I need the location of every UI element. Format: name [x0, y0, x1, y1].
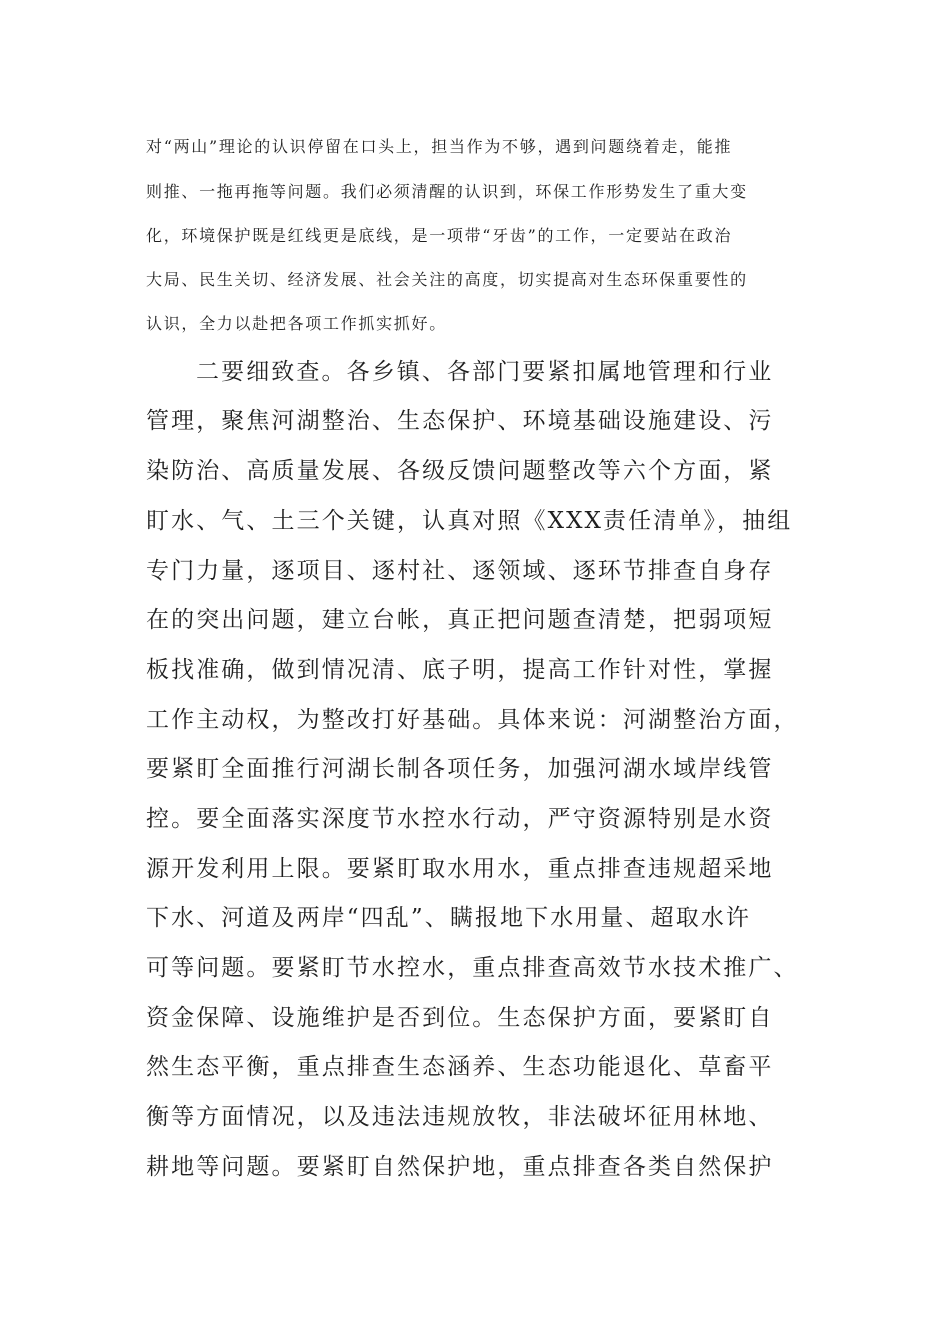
text-line: 板找准确，做到情况清、底子明，提高工作针对性，掌握 — [146, 657, 774, 683]
text-line: 认识，全力以赴把各项工作抓实抓好。 — [146, 314, 447, 333]
text-line: 染防治、高质量发展、各级反馈问题整改等六个方面，紧 — [146, 458, 774, 484]
text-line: 然生态平衡，重点排查生态涵养、生态功能退化、草畜平 — [146, 1054, 774, 1080]
text-line: 二要细致查。各乡镇、各部门要紧扣属地管理和行业 — [196, 359, 774, 385]
text-line: 盯水、气、土三个关键，认真对照《XXX责任清单》，抽组 — [146, 508, 793, 534]
text-line: 耕地等问题。要紧盯自然保护地，重点排查各类自然保护 — [146, 1154, 774, 1180]
text-line: 控。要全面落实深度节水控水行动，严守资源特别是水资 — [146, 806, 774, 832]
text-line: 化，环境保护既是红线更是底线，是一项带“牙齿”的工作，一定要站在政治 — [146, 226, 733, 245]
text-line: 下水、河道及两岸“四乱”、瞒报地下水用量、超取水许 — [146, 905, 752, 931]
text-line: 资金保障、设施维护是否到位。生态保护方面，要紧盯自 — [146, 1005, 774, 1031]
text-line: 衡等方面情况，以及违法违规放牧，非法破坏征用林地、 — [146, 1104, 774, 1130]
text-line: 对“两山”理论的认识停留在口头上，担当作为不够，遇到问题绕着走，能推 — [146, 137, 733, 156]
text-line: 则推、一拖再拖等问题。我们必须清醒的认识到，环保工作形势发生了重大变 — [146, 182, 748, 201]
text-line: 可等问题。要紧盯节水控水，重点排查高效节水技术推广、 — [146, 955, 799, 981]
text-line: 大局、民生关切、经济发展、社会关注的高度，切实提高对生态环保重要性的 — [146, 270, 748, 289]
text-line: 源开发利用上限。要紧盯取水用水，重点排查违规超采地 — [146, 856, 774, 882]
text-line: 专门力量，逐项目、逐村社、逐领域、逐环节排查自身存 — [146, 558, 774, 584]
text-line: 工作主动权，为整改打好基础。具体来说：河湖整治方面， — [146, 707, 799, 733]
text-line: 在的突出问题，建立台帐，真正把问题查清楚，把弱项短 — [146, 607, 774, 633]
text-line: 要紧盯全面推行河湖长制各项任务，加强河湖水域岸线管 — [146, 756, 774, 782]
text-line: 管理，聚焦河湖整治、生态保护、环境基础设施建设、污 — [146, 408, 774, 434]
